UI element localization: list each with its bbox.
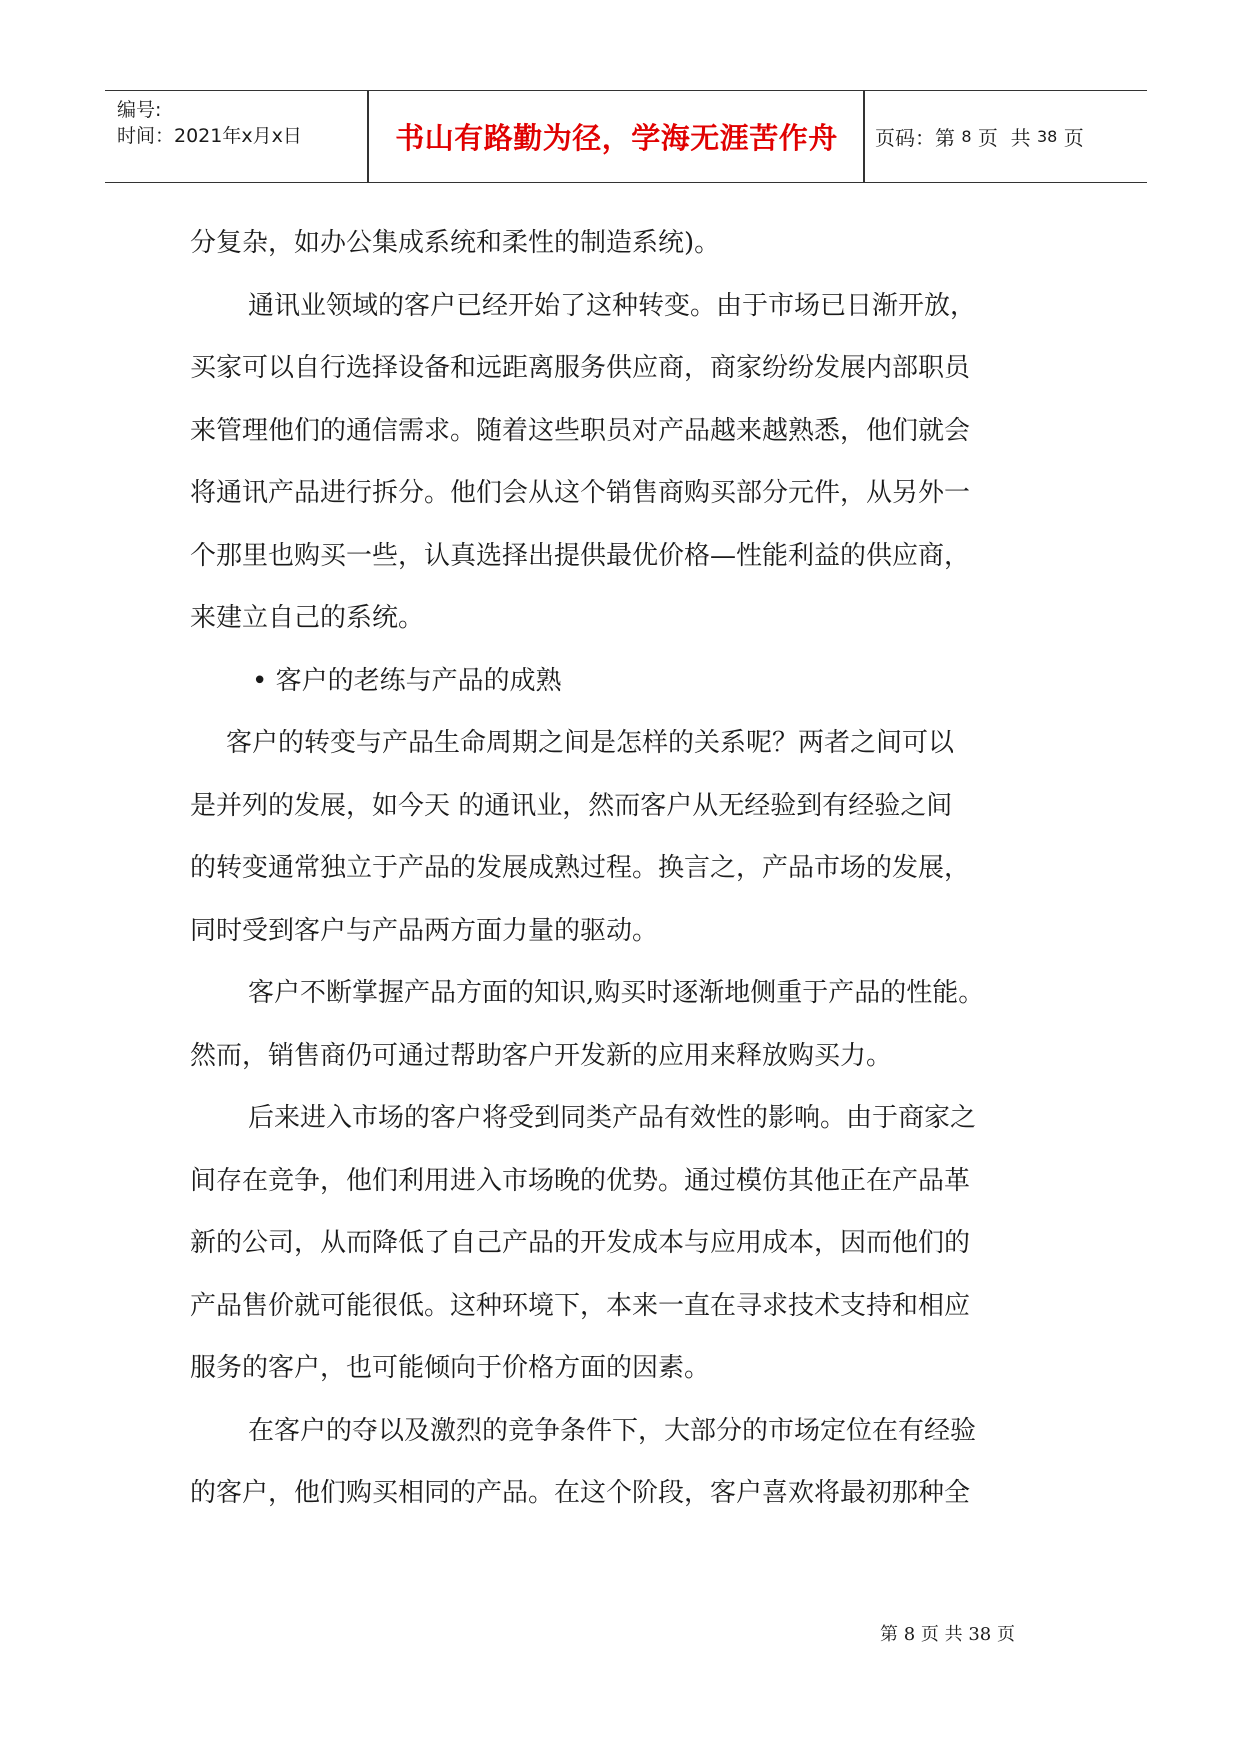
- body-line: 是并列的发展，如今天 的通讯业，然而客户从无经验到有经验之间: [190, 790, 953, 821]
- body-line: 同时受到客户与产品两方面力量的驱动。: [190, 915, 659, 946]
- page-prefix: 页码：第: [875, 126, 955, 150]
- header-page-info: [875, 91, 1084, 182]
- page-suffix: 页: [1063, 126, 1084, 150]
- body-line: 个那里也购买一些，认真选择出提供最优价格—性能利益的供应商，: [190, 540, 971, 571]
- body-line: 然而，销售商仍可通过帮助客户开发新的应用来释放购买力。: [190, 1040, 893, 1071]
- body-line: 新的公司，从而降低了自己产品的开发成本与应用成本，因而他们的: [190, 1228, 971, 1258]
- page-mid: 页 共: [977, 126, 1031, 150]
- header-meta: [117, 91, 367, 182]
- body-line: 买家可以自行选择设备和远距离服务供应商，商家纷纷发展内部职员: [190, 353, 971, 383]
- body-line: 在客户的夺以及激烈的竞争条件下，大部分的市场定位在有经验: [248, 1415, 977, 1446]
- body-line: 产品售价就可能很低。这种环境下，本来一直在寻求技术支持和相应: [190, 1290, 971, 1321]
- body-line: 分复杂，如办公集成系统和柔性的制造系统)。: [190, 228, 721, 258]
- header-divider: [367, 91, 369, 182]
- header-divider: [863, 91, 865, 182]
- section-bullet-heading: • 客户的老练与产品的成熟: [252, 665, 562, 696]
- page-total: 38: [1036, 127, 1058, 146]
- body-line: 服务的客户，也可能倾向于价格方面的因素。: [190, 1353, 711, 1383]
- page-header: [105, 90, 1147, 183]
- body-line: 客户不断掌握产品方面的知识,购买时逐渐地侧重于产品的性能。: [248, 978, 985, 1008]
- body-line: 来建立自己的系统。: [190, 603, 425, 633]
- page-footer: 第 8 页 共 38 页: [880, 1624, 1015, 1645]
- body-line: 的客户，他们购买相同的产品。在这个阶段，客户喜欢将最初那种全: [190, 1478, 971, 1508]
- body-line: 将通讯产品进行拆分。他们会从这个销售商购买部分元件，从另外一: [190, 478, 971, 508]
- body-line: 后来进入市场的客户将受到同类产品有效性的影响。由于商家之: [248, 1103, 977, 1133]
- body-line: 客户的转变与产品生命周期之间是怎样的关系呢？两者之间可以: [226, 728, 955, 758]
- page-number: 8: [961, 127, 972, 146]
- document-body: [190, 212, 1070, 1525]
- document-time-label: 时间：2021年x月x日: [117, 125, 302, 147]
- header-motto: 书山有路勤为径，学海无涯苦作舟: [395, 121, 838, 155]
- body-line: 的转变通常独立于产品的发展成熟过程。换言之，产品市场的发展，: [190, 853, 971, 883]
- document-number-label: 编号:: [117, 99, 162, 121]
- body-line: 间存在竞争，他们利用进入市场晚的优势。通过模仿其他正在产品革: [190, 1165, 971, 1196]
- body-line: 通讯业领域的客户已经开始了这种转变。由于市场已日渐开放，: [248, 290, 977, 321]
- body-line: 来管理他们的通信需求。随着这些职员对产品越来越熟悉，他们就会: [190, 415, 971, 446]
